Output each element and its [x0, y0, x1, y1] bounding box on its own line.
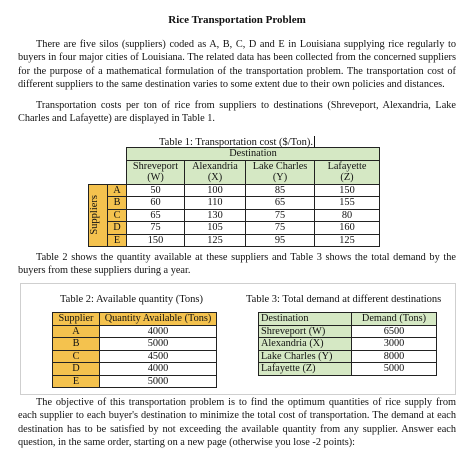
table1-intro-paragraph: Transportation costs per ton of rice from suppliers to destinations (Shreveport, Alexandria, Lake Charles and Lafayette) are displayed in Table 1. — [18, 100, 456, 125]
available-quantity-table — [52, 312, 217, 388]
cost-cell: 150 — [315, 184, 380, 197]
cost-cell: 125 — [185, 234, 246, 247]
col-header-lake-charles: Lake Charles (Y) — [246, 160, 315, 184]
supplier-label: E — [53, 375, 100, 388]
col-header-demand: Demand (Tons) — [352, 313, 437, 326]
destination-label: Lafayette (Z) — [259, 363, 352, 376]
cost-cell: 150 — [127, 234, 185, 247]
table3-caption: Table 3: Total demand at different destinations — [246, 294, 442, 305]
cost-cell: 155 — [315, 197, 380, 210]
col-header-lafayette: Lafayette (Z) — [315, 160, 380, 184]
cost-cell: 65 — [246, 197, 315, 210]
text-cursor — [314, 136, 315, 147]
quantity-cell: 4000 — [100, 363, 217, 376]
col-header-quantity: Quantity Available (Tons) — [100, 313, 217, 326]
supplier-label: B — [108, 197, 127, 210]
demand-cell: 5000 — [352, 363, 437, 376]
destination-header: Destination — [127, 148, 380, 161]
cost-cell: 160 — [315, 222, 380, 235]
destination-label: Shreveport (W) — [259, 325, 352, 338]
cost-cell: 75 — [246, 209, 315, 222]
col-header-destination: Destination — [259, 313, 352, 326]
tables-2-3-intro-paragraph: Table 2 shows the quantity available at these suppliers and Table 3 shows the total demand by the buyers from these suppliers during a year. — [18, 252, 456, 277]
suppliers-row-label: Suppliers — [89, 184, 108, 247]
cost-cell: 80 — [315, 209, 380, 222]
cost-cell: 60 — [127, 197, 185, 210]
demand-cell: 3000 — [352, 338, 437, 351]
col-header-supplier: Supplier — [53, 313, 100, 326]
objective-paragraph: The objective of this transportation problem is to find the optimum quantities of rice supply from each supplier to each buyer's destination to minimize the total cost of transportation. The demand at each destination has to be satisfied by not exceeding the available quantity from any supplier. Answer each question, in the same order, starting on a new page (otherwise you lose -2 points): — [18, 397, 456, 448]
supplier-label: E — [108, 234, 127, 247]
cost-cell: 75 — [127, 222, 185, 235]
supplier-label: C — [108, 209, 127, 222]
intro-paragraph: There are five silos (suppliers) coded as A, B, C, D and E in Louisiana supplying rice regularly to buyers in four major cities of Louisiana. The related data has been collected from the concerned suppliers for the purpose of a mathematical formulation of the transportation problem. The transportation cost of different suppliers to the same destination varies to some extent due to their own policies and distances. — [18, 39, 456, 90]
supplier-label: D — [108, 222, 127, 235]
cost-cell: 75 — [246, 222, 315, 235]
cost-cell: 130 — [185, 209, 246, 222]
supplier-label: B — [53, 338, 100, 351]
supplier-label: A — [108, 184, 127, 197]
total-demand-table — [258, 312, 437, 376]
document-title: Rice Transportation Problem — [168, 14, 306, 26]
destination-label: Alexandria (X) — [259, 338, 352, 351]
demand-cell: 6500 — [352, 325, 437, 338]
supplier-label: C — [53, 350, 100, 363]
cost-cell: 125 — [315, 234, 380, 247]
supplier-label: D — [53, 363, 100, 376]
document-page — [18, 0, 456, 448]
cost-cell: 85 — [246, 184, 315, 197]
cost-cell: 65 — [127, 209, 185, 222]
quantity-cell: 4500 — [100, 350, 217, 363]
cost-cell: 95 — [246, 234, 315, 247]
transportation-cost-table — [88, 147, 380, 247]
table2-caption: Table 2: Available quantity (Tons) — [60, 294, 203, 305]
col-header-shreveport: Shreveport (W) — [127, 160, 185, 184]
destination-label: Lake Charles (Y) — [259, 350, 352, 363]
supplier-label: A — [53, 325, 100, 338]
cost-cell: 105 — [185, 222, 246, 235]
col-header-alexandria: Alexandria (X) — [185, 160, 246, 184]
cost-cell: 110 — [185, 197, 246, 210]
table1-caption: Table 1: Transportation cost ($/Ton). — [159, 136, 313, 148]
quantity-cell: 4000 — [100, 325, 217, 338]
demand-cell: 8000 — [352, 350, 437, 363]
quantity-cell: 5000 — [100, 375, 217, 388]
cost-cell: 50 — [127, 184, 185, 197]
quantity-cell: 5000 — [100, 338, 217, 351]
cost-cell: 100 — [185, 184, 246, 197]
